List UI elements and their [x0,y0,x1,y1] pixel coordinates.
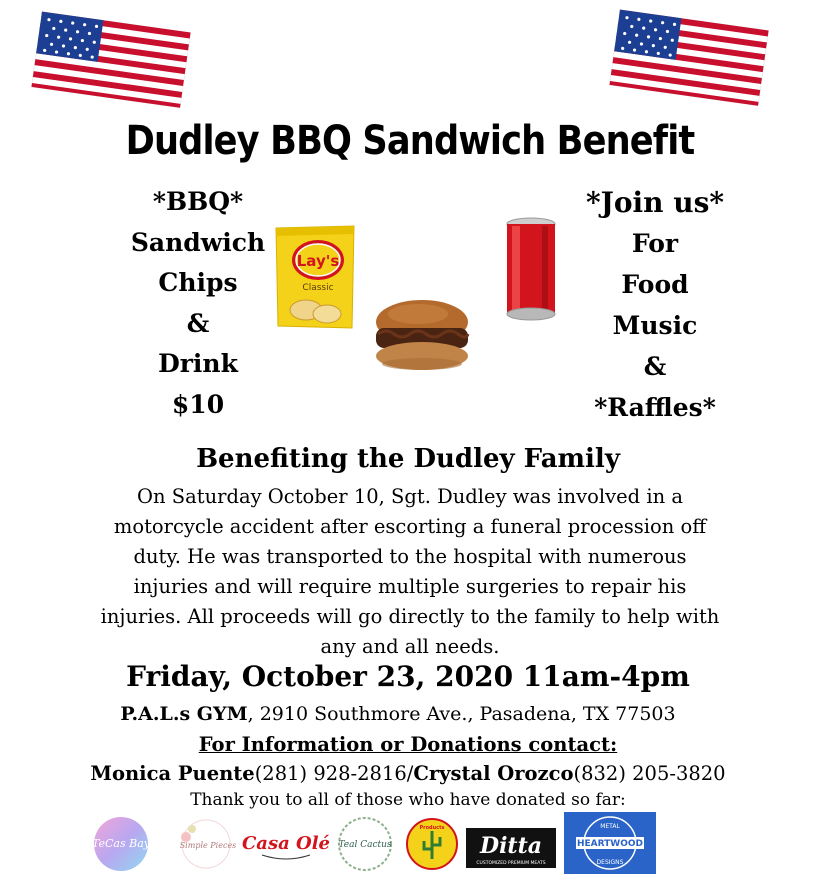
venue-name: P.A.L.s GYM [120,703,248,725]
join-line-music: Music [612,311,698,340]
contact-name-2: Crystal Orozco [413,762,574,785]
svg-text:Simple Pieces: Simple Pieces [179,841,237,850]
thanks-line: Thank you to all of those who have donated so far: [190,790,626,810]
join-line-food: Food [621,270,689,299]
svg-text:HEARTWOOD: HEARTWOOD [576,839,644,849]
menu-line-and: & [186,308,210,338]
svg-text:DESIGNS: DESIGNS [596,859,624,866]
chips-flavor: Classic [302,283,334,293]
menu-line-sandwich: Sandwich [130,227,266,257]
chips-brand: Lay's [296,252,340,270]
svg-text:TeCas Bay: TeCas Bay [92,837,150,850]
bbq-sandwich-image [372,298,472,374]
svg-text:Products: Products [419,825,445,831]
svg-text:Teal Cactus: Teal Cactus [338,840,392,850]
event-venue [0,703,796,725]
contact-heading: For Information or Donations contact: [198,733,618,756]
sponsor-logo-ditta [466,828,556,868]
sponsor-logo-heartwood [564,812,656,874]
contact-phone-1: (281) 928-2816/ [254,762,414,785]
contact-line [0,762,816,785]
soda-can-image [502,216,560,322]
svg-text:Casa Olé: Casa Olé [241,833,331,854]
sponsor-logo-casa-ole [241,815,331,873]
menu-price: $10 [171,389,225,419]
menu-line-bbq: *BBQ* [152,187,244,216]
flyer-title: Dudley BBQ Sandwich Benefit [125,118,695,164]
sponsor-logo-tecas-bay [80,815,162,873]
menu-line-drink: Drink [158,349,238,378]
menu-line-chips: Chips [158,268,238,297]
us-flag-right-icon [606,12,776,104]
sponsor-logo-simple-pieces [170,815,242,873]
menu-list [118,182,278,425]
chips-bag-image [272,224,358,330]
join-line-raffles: *Raffles* [594,393,716,422]
contact-name-1: Monica Puente [90,762,255,785]
join-line-and: & [643,352,667,381]
sponsor-logo-products [404,815,460,873]
svg-text:Ditta: Ditta [479,833,543,859]
us-flag-left-icon [28,14,198,106]
benefit-story: On Saturday October 10, Sgt. Dudley was involved in a motorcycle accident after escorting a funeral procession off duty. He was transported to the hospital with numerous injuries and will require multiple surgeries to repair his injuries. All proceeds will go directly to the family to help with any and all needs. [100,485,720,658]
join-line-for: For [631,229,679,258]
join-line-join-us: *Join us* [585,186,725,219]
join-us-list [565,182,745,428]
event-date: Friday, October 23, 2020 11am-4pm [126,660,690,693]
sponsor-logo-teal-cactus [330,815,400,873]
benefit-heading: Benefiting the Dudley Family [196,444,620,474]
venue-address: , 2910 Southmore Ave., Pasadena, TX 77503 [247,703,676,725]
svg-text:CUSTOMIZED PREMIUM MEATS: CUSTOMIZED PREMIUM MEATS [476,861,546,866]
svg-text:METAL: METAL [600,823,620,830]
contact-phone-2: (832) 205-3820 [573,762,726,785]
